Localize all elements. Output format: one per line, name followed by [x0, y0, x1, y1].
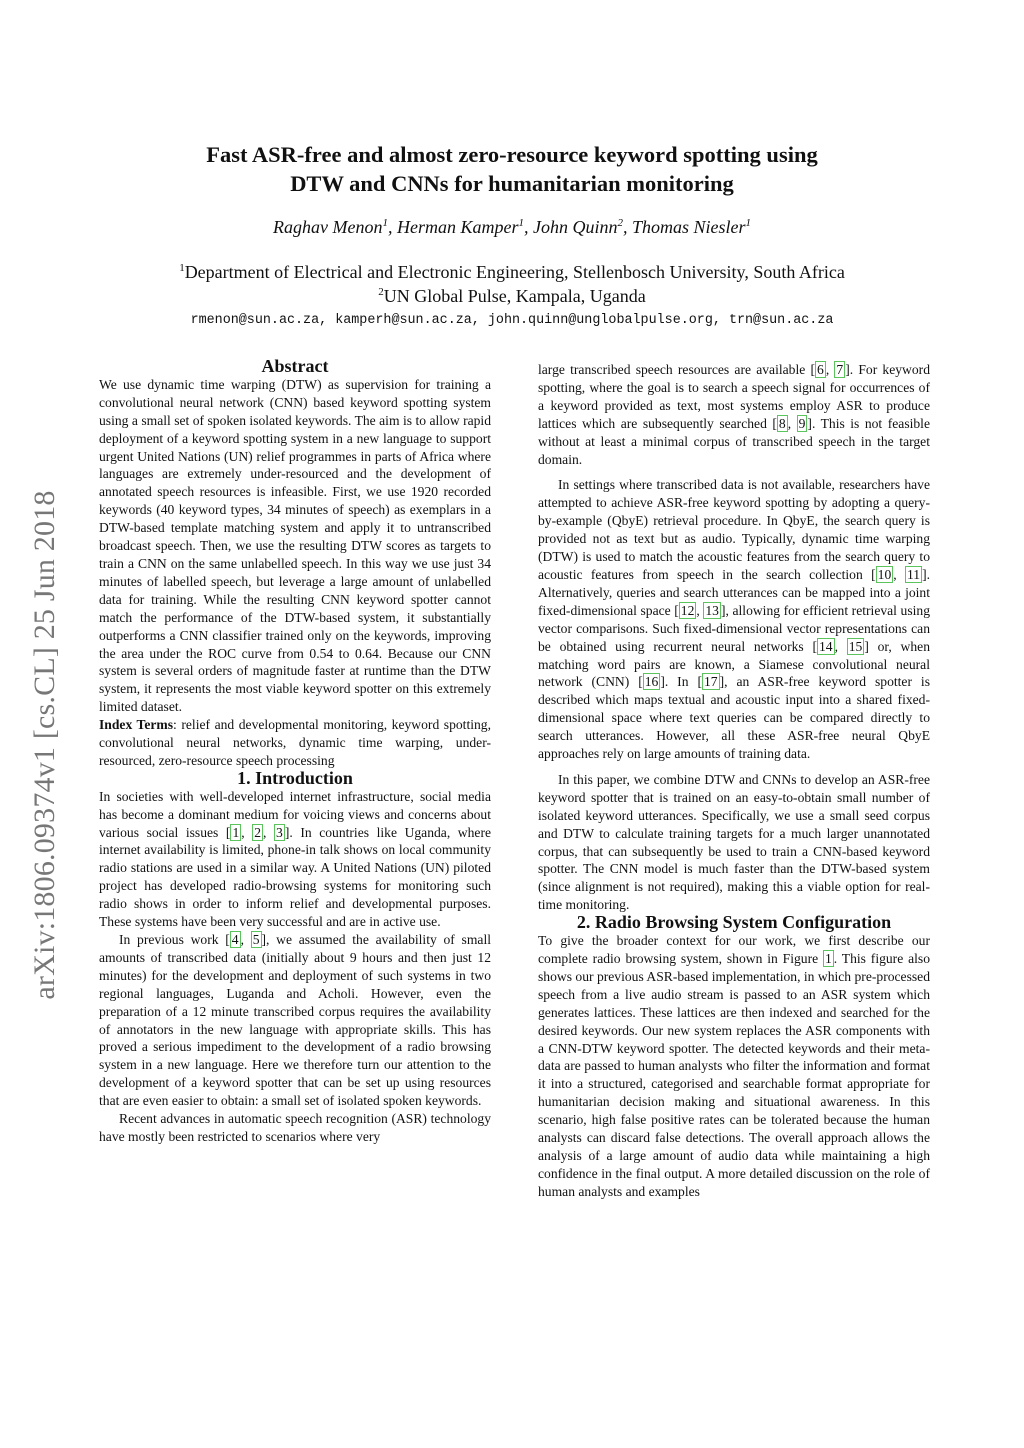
body-text: . Alternatively, queries and search utterances can be mapped into a joint fixed-dimensional space	[538, 566, 930, 618]
body-text: To give the broader context for our work, we first describe our complete radio browsing system, shown in Figure	[538, 933, 930, 966]
citation-link[interactable]: 6	[817, 362, 824, 377]
citation-link[interactable]: 16	[644, 674, 659, 690]
author-name: Herman Kamper	[396, 217, 519, 237]
citation-link[interactable]: 7	[836, 362, 844, 377]
right-column	[538, 361, 930, 1201]
affiliation-1	[80, 260, 944, 284]
author-name: Raghav Menon	[273, 217, 383, 237]
introduction-heading: 1. Introduction	[237, 767, 353, 788]
affiliations	[80, 260, 944, 308]
author-name: John Quinn	[532, 217, 618, 237]
right-paragraph-3: In this paper, we combine DTW and CNNs to develop an ASR-free keyword spotter that is trained on an easy-to-obtain small number of isolated keyword utterances. Specifically, we use a small seed corpus and DTW to calculate training targets for a much larger unannotated corpus, that can subsequently be used to train a CNN-based keyword spotter. The CNN model is much faster than the DTW-based system (since alignment is not required), making this a viable option for real-time monitoring.	[538, 771, 930, 913]
citation-link[interactable]: 17	[703, 674, 718, 690]
index-terms-text: : relief and developmental monitoring, keyword spotting, convolutional neural networks, dynamic time warping, under-resourced, zero-resource speech processing	[99, 717, 491, 768]
body-text: . This is not feasible without at least a minimal corpus of transcribed speech in the target domain.	[538, 415, 930, 467]
citation-link[interactable]: 10	[877, 566, 892, 582]
author-name: Thomas Niesler	[631, 217, 746, 237]
author-affiliation-mark: 2	[617, 217, 623, 229]
citation-link[interactable]: 14	[819, 638, 833, 654]
citation-link[interactable]: 8	[778, 415, 786, 431]
intro-text: , we assumed the availability of small amounts of transcribed data (initially about 9 hours and then just 12 minutes) for the development and deployment of such systems in two regional languages, Luganda and Acholi. However, even the preparation of a 12 minute transcribed corpus requires the availability of annotators in the new language with appropriate skills. This has proved a serious impediment to the development of a radio browsing system in a new language. Here we therefore turn our attention to the development of a keyword spotter that can be set up using resources that are even easier to obtain: a small set of isolated spoken keywords.	[99, 932, 491, 1109]
intro-text: In societies with well-developed internet infrastructure, social media has become a dominant medium for voicing views and concerns about various social issues	[99, 788, 491, 840]
body-text: In settings where transcribed data is not available, researchers have attempted to achieve ASR-free keyword spotting by adopting a query-by-example (QbyE) retrieval procedure. In QbyE, the search query is provided not as text but as audio. Typically, dynamic time warping (DTW) is used to match the acoustic features from the search query to acoustic features from speech in the search collection	[538, 477, 930, 582]
author-affiliation-mark: 1	[382, 217, 388, 229]
author-emails: rmenon@sun.ac.za, kamperh@sun.ac.za, john.quinn@unglobalpulse.org, trn@sun.ac.za	[190, 313, 834, 328]
citation-link[interactable]: 9	[798, 415, 806, 431]
left-column	[99, 358, 491, 1146]
author-affiliation-mark: 1	[745, 217, 751, 229]
citation-link[interactable]: 15	[848, 638, 863, 654]
paper-title	[120, 140, 904, 198]
index-terms	[99, 716, 491, 770]
arxiv-id-text: arXiv:1806.09374v1 [cs.CL] 25 Jun 2018	[28, 490, 61, 1000]
citation-link[interactable]: 4	[231, 932, 239, 947]
right-paragraph-4	[538, 932, 930, 1201]
intro-paragraph-1: In societies with well-developed internet infrastructure, social media has become a dominant medium for voicing views and concerns about various social issues [ 1 , 2 , 3 ]. In countries like Uganda, where internet availability is limited, phone-in talk shows on local community radio stations are used in a similar way. A United Nations (UN) piloted project has developed radio-browsing systems for monitoring such radio shows in order to inform relief and developmental purposes. These systems have been very successful and are in active use.	[99, 788, 492, 930]
citation-link[interactable]: 11	[906, 566, 921, 582]
body-text: . This figure also shows our previous ASR-based implementation, in which pre-processed speech from a live audio stream is passed to an ASR system which generates lattices. These lattices are then indexed and searched for the desired keywords. Our new system replaces the ASR components with a CNN-DTW keyword spotter. The detected keywords and their meta-data are passed to human analysts who filter the information and format it into a structured, categorised and searchable format appropriate for humanitarian decision making and situational awareness. In this scenario, high false positive rates can be tolerated because the human analysts can discard false detections. The overall approach allows the analysis of a large amount of audio data while maintaining a high confidence in the final output. A more detailed discussion on the role of human analysts and examples	[538, 951, 930, 1199]
affiliation-2-text: UN Global Pulse, Kampala, Uganda	[383, 286, 646, 306]
radio-browsing-heading: 2. Radio Browsing System Configuration	[576, 912, 892, 933]
intro-text: . In countries like Uganda, where internet availability is limited, phone-in talk shows on local community radio stations are used in a similar way. A United Nations (UN) piloted project has developed radio-browsing systems for monitoring such radio shows in order to inform relief and developmental purposes. These systems have been very successful and are in active use.	[99, 824, 492, 930]
title-line-2: DTW and CNNs for humanitarian monitoring	[290, 171, 734, 196]
body-text: , allowing for efficient retrieval using vector comparisons. Such fixed-dimensional vector representations can be obtained using recurrent neural networks	[538, 602, 930, 654]
intro-text: In previous work	[119, 932, 226, 947]
right-paragraph-2: In settings where transcribed data is not available, researchers have attempted to achieve ASR-free keyword spotting by adopting a query-by-example (QbyE) retrieval procedure. In QbyE, the search query is provided not as text but as audio. Typically, dynamic time warping (DTW) is used to match the acoustic features from the search query to acoustic features from speech in the search collection [ 10 , 11 ]. Alternatively, queries and search utterances can be mapped into a joint fixed-dimensional space [ 12 , 13 ], allowing for efficient retrieval using vector comparisons. Such fixed-dimensional vector representations can be obtained using recurrent neural networks [ 14 , 15 ] or, when matching word pairs are known, a Siamese convolutional neural network (CNN) [ 16 ]. In [ 17 ], an ASR-free keyword spotter is described which maps textual and acoustic input into a shared fixed-dimensional space where text queries can be compared directly to search utterances. However, all these ASR-free neural QbyE approaches rely on large amounts of training data.	[538, 477, 931, 762]
index-terms-label: Index Terms	[99, 717, 174, 733]
body-text: . In	[664, 674, 698, 690]
affiliation-1-text: Department of Electrical and Electronic Engineering, Stellenbosch University, South Africa	[184, 262, 845, 282]
abstract-heading: Abstract	[261, 356, 329, 376]
body-text: or, when matching word pairs are known, a Siamese convolutional neural network (CNN)	[538, 638, 931, 690]
right-paragraph-1: large transcribed speech resources are available [ 6 , 7 ]. For keyword spotting, where the goal is to search a speech signal for occurrences of a keyword provided as text, most systems employ ASR to produce lattices which are subsequently searched [ 8 , 9 ]. This is not feasible without at least a minimal corpus of transcribed speech in the target domain.	[538, 362, 930, 467]
title-line-1: Fast ASR-free and almost zero-resource keyword spotting using	[206, 142, 818, 167]
citation-link[interactable]: 5	[252, 932, 260, 947]
author-list: Raghav Menon$^1$, Herman Kamper$^1$, John Quinn$^2$, Thomas Niesler$^1$	[273, 217, 751, 237]
affiliation-mark: 1	[179, 262, 185, 274]
abstract-text: We use dynamic time warping (DTW) as supervision for training a convolutional neural network (CNN) based keyword spotting system using a small set of spoken isolated keywords. The aim is to allow rapid deployment of a keyword spotting system in a new language to support urgent United Nations (UN) relief programmes in parts of Africa where languages are extremely under-resourced and the development of annotated speech resources is infeasible. First, we use 1920 recorded keywords (40 keyword types, 34 minutes of speech) as exemplars in a DTW-based template matching system and apply it to untranscribed broadcast speech. Then, we use the resulting DTW scores as targets to train a CNN on the same unlabelled speech. In this way we use just 34 minutes of labelled speech, but leverage a large amount of unlabelled data for training. While the resulting CNN keyword spotter cannot match the performance of the DTW-based system, it substantially outperforms a CNN classifier trained only on the keywords, improving the area under the ROC curve from 0.54 to 0.64. Because our CNN system is several orders of magnitude faster at runtime than the DTW system, it represents the most viable keyword spotter on this extremely limited dataset.	[99, 376, 491, 715]
affiliation-2	[80, 284, 944, 308]
body-text: large transcribed speech resources are available	[538, 362, 811, 377]
figure-link[interactable]: 1	[824, 951, 832, 966]
body-text: , an ASR-free keyword spotter is described which maps textual and acoustic input into a shared fixed-dimensional space where text queries can be compared directly to search utterances. However, all these ASR-free neural QbyE approaches rely on large amounts of training data.	[538, 674, 930, 762]
author-affiliation-mark: 1	[518, 217, 524, 229]
affiliation-mark: 2	[378, 286, 384, 298]
citation-link[interactable]: 3	[276, 824, 283, 840]
citation-link[interactable]: 13	[705, 602, 719, 618]
intro-paragraph-2: In previous work [ 4 , 5 ], we assumed the availability of small amounts of transcribed data (initially about 9 hours and then just 12 minutes) for the development and deployment of such systems in two regional languages, Luganda and Acholi. However, even the preparation of a 12 minute transcribed corpus requires the availability of annotators in the new language with appropriate skills. This has proved a serious impediment to the development of a radio browsing system in a new language. Here we therefore turn our attention to the development of a keyword spotter that can be set up using resources that are even easier to obtain: a small set of isolated spoken keywords.	[99, 932, 491, 1109]
arxiv-identifier	[10, 420, 80, 1070]
body-text: . For keyword spotting, where the goal is to search a speech signal for occurrences of a keyword provided as text, most systems employ ASR to produce lattices which are subsequently searched	[538, 362, 930, 431]
citation-link[interactable]: 2	[254, 824, 262, 840]
intro-paragraph-3: Recent advances in automatic speech recognition (ASR) technology have mostly been restricted to scenarios where very	[99, 1111, 491, 1144]
citation-link[interactable]: 1	[232, 824, 240, 840]
citation-link[interactable]: 12	[680, 602, 695, 618]
